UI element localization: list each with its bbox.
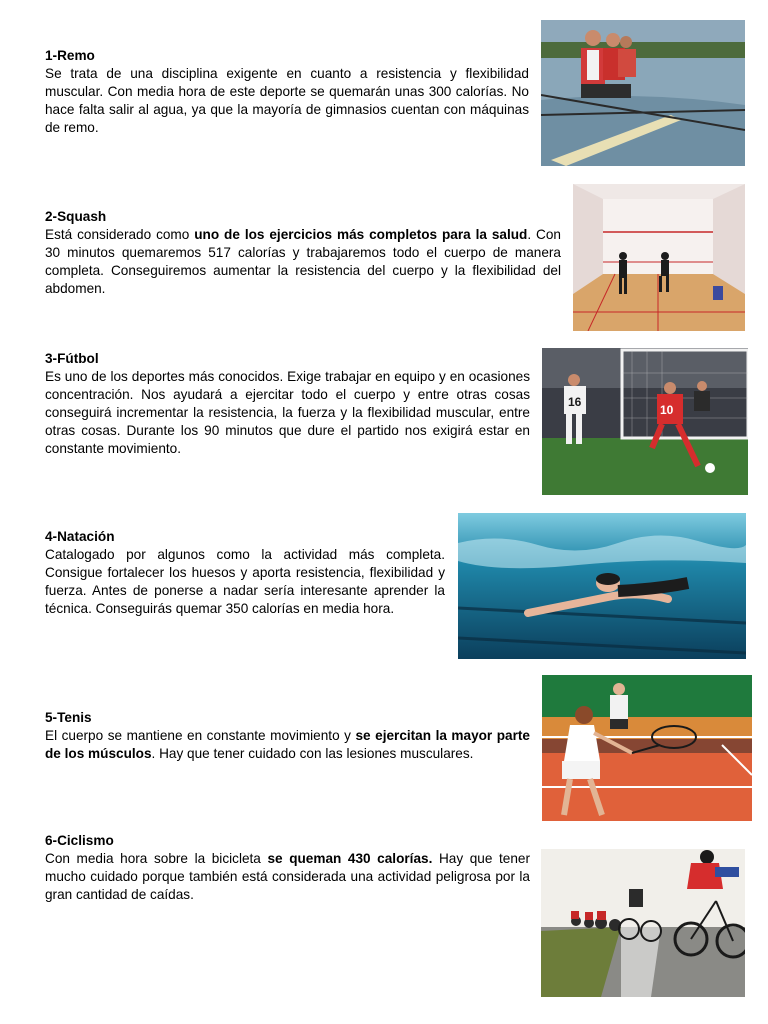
section-remo	[45, 47, 529, 137]
jersey-number: 16	[568, 395, 582, 409]
tennis-photo	[542, 675, 752, 821]
section-text	[45, 226, 561, 298]
section-heading: 1-Remo	[45, 48, 95, 63]
bold-run: uno de los ejercicios más completos para la salud	[194, 227, 528, 242]
section-text	[45, 65, 529, 137]
section-ciclismo	[45, 832, 530, 904]
text-run: Catalogado por algunos como la actividad más completa. Consigue fortalecer los huesos y aporta resistencia, flexibilidad y fuerza. Antes de ponerse a nadar sería interesante aprender la técnica. Conseguirás quemar 350 calorías en media hora.	[45, 547, 445, 616]
section-text	[45, 368, 530, 458]
bold-run: se ejercitan la mayor parte de los músculos	[45, 728, 530, 761]
section-heading: 2-Squash	[45, 209, 107, 224]
section-text	[45, 727, 530, 763]
section-text	[45, 850, 530, 904]
section-heading: 5-Tenis	[45, 710, 92, 725]
bold-run: se queman 430 calorías.	[267, 851, 433, 866]
section-futbol	[45, 350, 530, 458]
text-run: El cuerpo se mantiene en constante movimiento y	[45, 728, 356, 743]
section-tenis	[45, 709, 530, 763]
section-heading: 3-Fútbol	[45, 351, 99, 366]
text-run: Se trata de una disciplina exigente en cuanto a resistencia y flexibilidad muscular. Con media hora de este deporte se quemarán unas 300 calorías. No hace falta salir al agua, ya que la mayoría de gimnasios cuentan con máquinas de remo.	[45, 66, 529, 135]
text-run: . Con 30 minutos quemaremos 517 calorías y trabajaremos todo el cuerpo de manera completa. Conseguiremos aumentar la resistencia del cuerpo y la flexibilidad del abdomen.	[45, 227, 561, 296]
squash-photo	[573, 184, 745, 331]
section-heading: 4-Natación	[45, 529, 115, 544]
text-run: Hay que tener mucho cuidado porque también está considerada una actividad peligrosa por la gran cantidad de caídas.	[45, 851, 530, 902]
section-natacion	[45, 528, 445, 618]
rowing-photo	[541, 20, 745, 166]
text-run: Es uno de los deportes más conocidos. Exige trabajar en equipo y en ocasiones concentración. Nos ayudará a ejercitar todo el cuerpo y entre otras cosas conseguirá incrementar la resistencia, la fuerza y la flexibilidad muscular, entre otras cosas. Durante los 90 minutos que dure el partido nos exigirá estar en constante movimiento.	[45, 369, 530, 456]
text-run: . Hay que tener cuidado con las lesiones musculares.	[151, 746, 474, 761]
jersey-number: 10	[660, 403, 674, 417]
football-photo	[542, 348, 748, 495]
swimming-photo	[458, 513, 746, 659]
section-text	[45, 546, 445, 618]
cycling-photo	[541, 849, 745, 997]
text-run: Está considerado como	[45, 227, 195, 242]
section-heading: 6-Ciclismo	[45, 833, 114, 848]
section-squash	[45, 208, 561, 298]
text-run: Con media hora sobre la bicicleta	[45, 851, 268, 866]
